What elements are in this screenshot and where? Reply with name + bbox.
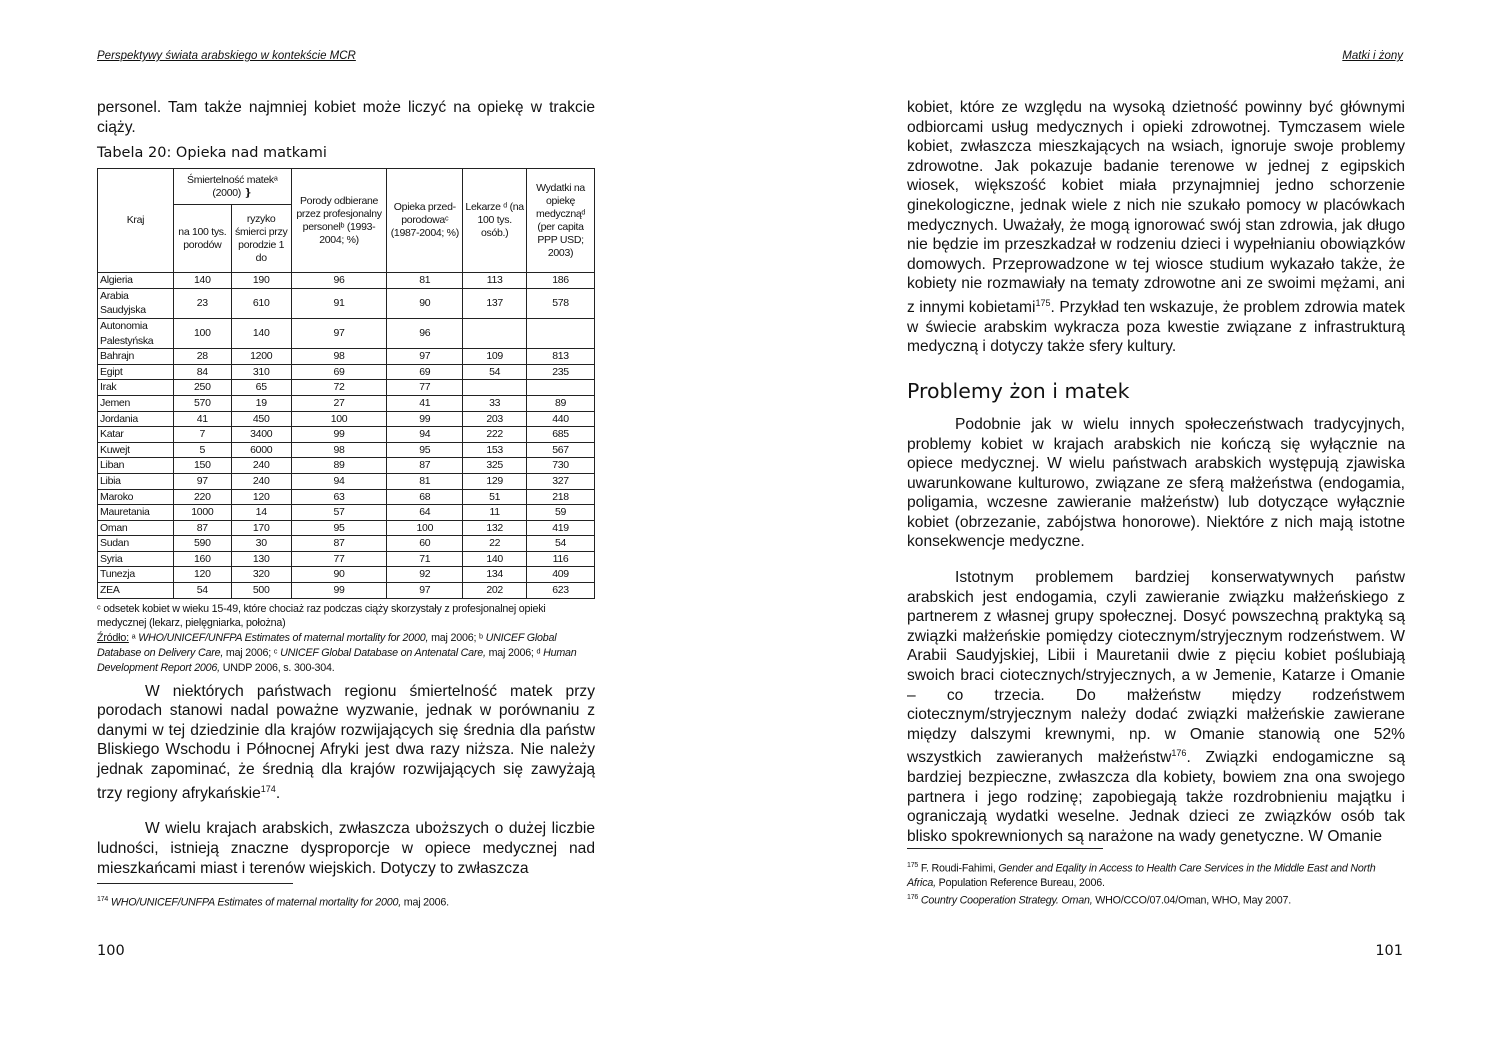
running-head-left: Perspektywy świata arabskiego w kontekście MCR: [97, 50, 356, 62]
table-cell: 91: [291, 288, 387, 318]
table-source: Źródło: ᵃ WHO/UNICEF/UNFPA Estimates of maternal mortality for 2000, maj 2006; ᵇ UNICEF Global Database on Delivery Care, maj 2006; ᶜ UNICEF Global Database on Antenatal Care, maj 2006; ᵈ Human Development Report 2006, UNDP 2006, s. 300-304.: [97, 632, 577, 674]
table-cell: 120: [173, 567, 231, 583]
col-header-prenatal: Opieka przed-porodowaᶜ (1987-2004; %): [387, 169, 463, 273]
cell-country: Katar: [98, 427, 174, 443]
table-cell: 99: [291, 427, 387, 443]
footnote-ref[interactable]: 175: [1035, 297, 1051, 308]
table-row: [98, 427, 595, 443]
table-cell: 419: [527, 520, 595, 536]
table-cell: 41: [173, 411, 231, 427]
table-cell: 567: [527, 442, 595, 458]
col-header-risk: ryzyko śmierci przy porodzie 1 do: [231, 205, 291, 273]
table-cell: 95: [291, 520, 387, 536]
col-header-births: Porody odbierane przez profesjonalny personelᵇ (1993-2004; %): [291, 169, 387, 273]
body-paragraph: kobiet, które ze względu na wysoką dzietność powinny być głównymi odbiorcami usług medycznych i opieki zdrowotnej. Tymczasem wiele kobiet, zwłaszcza mieszkających na wsiach, ignoruje swoje problemy zdrowotne. Jak pokazuje badanie terenowe w jednej z egipskich wiosek, większość kobiet miała przynajmniej jedno schorzenie ginekologiczne, jednak wiele z nich nie szukało pomocy w placówkach medycznych. Uważały, że mogą ignorować swój stan zdrowia, jak długo nie będzie im przeszkadzał w rodzeniu dzieci i wypełnianiu obowiązków domowych. Przeprowadzone w tej wiosce studium wykazało także, że kobiety nie rozmawiały na tematy zdrowotne ani ze swoimi mężami, ani z innymi kobietami$^{175}$. Przykład ten wskazuje, że problem zdrowia matek w świecie arabskim wykracza poza kwestie związane z infrastrukturą medyczną i dotyczy także sfery kultury.: [907, 99, 1405, 356]
table-cell: 33: [463, 395, 527, 411]
table-cell: 64: [387, 505, 463, 521]
table-cell: 160: [173, 551, 231, 567]
cell-country: Bahrajn: [98, 349, 174, 365]
table-cell: 97: [291, 318, 387, 348]
cell-country: Algieria: [98, 273, 174, 289]
table-cell: 203: [463, 411, 527, 427]
table-cell: 7: [173, 427, 231, 443]
table-cell: 87: [291, 536, 387, 552]
section-heading: Problemy żon i matek: [907, 378, 1130, 403]
table-row: [98, 364, 595, 380]
col-header-doctors: Lekarze ᵈ (na 100 tys. osób.): [463, 169, 527, 273]
right-page: [750, 0, 1500, 1060]
table-cell: 92: [387, 567, 463, 583]
running-head-right: Matki i żony: [1342, 50, 1403, 62]
table-row: [98, 273, 595, 289]
table-cell: 77: [291, 551, 387, 567]
cell-country: Liban: [98, 458, 174, 474]
table-cell: 150: [173, 458, 231, 474]
table-cell: 60: [387, 536, 463, 552]
source-d: Human Development Report 2006,: [97, 647, 577, 674]
table-cell: 97: [387, 349, 463, 365]
table-row: [98, 473, 595, 489]
table-row: [98, 318, 595, 348]
table-row: [98, 489, 595, 505]
table-cell: 51: [463, 489, 527, 505]
cell-country: Mauretania: [98, 505, 174, 521]
body-paragraph: Podobnie jak w wielu innych społeczeństwach tradycyjnych, problemy kobiet w krajach arabskich nie kończą się wyłącznie na opiece medycznej. W wielu państwach arabskich występują zjawiska uwarunkowane kulturowo, związane ze sferą małżeństwa (endogamia, poligamia, wczesne zawieranie małżeństw) lub dotyczące wyłącznie kobiet (obrzezanie, zabójstwa honorowe). Niektóre z nich mają istotne konsekwencje medyczne.: [907, 415, 1405, 551]
table-cell: 69: [291, 364, 387, 380]
footnote-ref[interactable]: 174: [260, 783, 276, 794]
table-cell: 11: [463, 505, 527, 521]
table-cell: 22: [463, 536, 527, 552]
body-paragraph: W wielu krajach arabskich, zwłaszcza uboższych o dużej liczbie ludności, istnieją znaczne dysproporcje w opiece medycznej nad mieszkańcami miast i terenów wiejskich. Dotyczy to zwłaszcza: [97, 820, 595, 877]
table-cell: 100: [291, 411, 387, 427]
table-row: [98, 583, 595, 599]
table-cell: 90: [291, 567, 387, 583]
table-cell: 100: [173, 318, 231, 348]
table-cell: 235: [527, 364, 595, 380]
table-cell: 570: [173, 395, 231, 411]
source-c: UNICEF Global Database on Antenatal Care,: [280, 647, 486, 660]
page-number-left: 100: [97, 943, 125, 959]
table-cell: 129: [463, 473, 527, 489]
table-row: [98, 551, 595, 567]
table-cell: 19: [231, 395, 291, 411]
table-cell: 327: [527, 473, 595, 489]
table-cell: 1000: [173, 505, 231, 521]
footnote-176: $^{176}$ Country Cooperation Strategy. Oman, WHO/CCO/07.04/Oman, WHO, May 2007.: [907, 893, 1291, 907]
source-b: UNICEF Global Database on Delivery Care,: [97, 632, 557, 660]
col-header-per100k: na 100 tys. porodów: [173, 205, 231, 273]
cell-country: Arabia Saudyjska: [98, 288, 174, 318]
table-cell: 153: [463, 442, 527, 458]
table-cell: 218: [527, 489, 595, 505]
table-cell: 89: [527, 395, 595, 411]
footnote-rule: [97, 883, 293, 884]
table-cell: 186: [527, 273, 595, 289]
table-cell: [527, 318, 595, 348]
table-cell: 685: [527, 427, 595, 443]
body-paragraph: Istotnym problemem bardziej konserwatywnych państw arabskich jest endogamia, czyli zawieranie związku małżeńskiego z partnerem z własnej grupy społecznej. Dosyć powszechną praktyką są związki małżeńskie pomiędzy ciotecznym/stryjecznym rodzeństwem. W Arabii Saudyjskiej, Libii i Mauretanii dwie z pięciu kobiet poślubiają swoich braci ciotecznych/stryjecznych, a w Jemenie, Katarze i Omanie – co trzecia. Do małżeństw między rodzeństwem ciotecznym/stryjecznym należy dodać związki małżeńskie zawierane między dalszymi krewnymi, np. w Omanie stanowią one 52% wszystkich zawieranych małżeństw$^{176}$. Związki endogamiczne są bardziej bezpieczne, zwłaszcza dla kobiety, bowiem zna ona swojego partnera i jego rodzinę; zapobiegają także rozdrobnieniu majątku i ograniczają wydatki weselne. Jednak dzieci ze związków osób tak blisko spokrewnionych są narażone na wady genetyczne. W Omanie: [907, 569, 1405, 845]
col-header-country: Kraj: [98, 169, 174, 273]
table-cell: 500: [231, 583, 291, 599]
table-cell: 77: [387, 380, 463, 396]
table-body: [98, 273, 595, 598]
cell-country: Autonomia Palestyńska: [98, 318, 174, 348]
table-cell: 137: [463, 288, 527, 318]
table-cell: 23: [173, 288, 231, 318]
table-row: [98, 411, 595, 427]
table-cell: 250: [173, 380, 231, 396]
maternal-care-table: [97, 168, 595, 598]
table-cell: 98: [291, 349, 387, 365]
table-row: [98, 288, 595, 318]
table-cell: 310: [231, 364, 291, 380]
table-row: [98, 505, 595, 521]
table-cell: 28: [173, 349, 231, 365]
footnotes-right: [907, 859, 1405, 908]
table-row: [98, 520, 595, 536]
table-cell: 320: [231, 567, 291, 583]
table-cell: 325: [463, 458, 527, 474]
footnote-ref[interactable]: 176: [1171, 748, 1187, 759]
table-cell: 89: [291, 458, 387, 474]
table-cell: 222: [463, 427, 527, 443]
cell-country: Egipt: [98, 364, 174, 380]
table-cell: 72: [291, 380, 387, 396]
cell-country: Sudan: [98, 536, 174, 552]
table-cell: 113: [463, 273, 527, 289]
table-cell: 59: [527, 505, 595, 521]
footnote-rule: [907, 848, 1103, 849]
table-cell: 623: [527, 583, 595, 599]
table-cell: 140: [463, 551, 527, 567]
table-cell: 54: [527, 536, 595, 552]
table-cell: 440: [527, 411, 595, 427]
table-cell: 63: [291, 489, 387, 505]
table-cell: 130: [231, 551, 291, 567]
table-cell: 240: [231, 458, 291, 474]
intro-paragraph: personel. Tam także najmniej kobiet może liczyć na opiekę w trakcie ciąży.: [97, 99, 595, 136]
table-cell: 99: [387, 411, 463, 427]
table-cell: 202: [463, 583, 527, 599]
table-cell: 450: [231, 411, 291, 427]
table-cell: 14: [231, 505, 291, 521]
table-cell: 97: [173, 473, 231, 489]
cell-country: Tunezja: [98, 567, 174, 583]
table-cell: 97: [387, 583, 463, 599]
note-c: ᶜ odsetek kobiet w wieku 15-49, które chociaż raz podczas ciąży skorzystały z profesjonalnej opieki medycznej (lekarz, pielęgniarka, położna): [97, 602, 546, 630]
table-row: [98, 567, 595, 583]
cell-country: Syria: [98, 551, 174, 567]
table-cell: 610: [231, 288, 291, 318]
cell-country: Maroko: [98, 489, 174, 505]
table-cell: 100: [387, 520, 463, 536]
cell-country: Jemen: [98, 395, 174, 411]
cell-country: Kuwejt: [98, 442, 174, 458]
table-cell: 170: [231, 520, 291, 536]
table-cell: 27: [291, 395, 387, 411]
table-cell: 240: [231, 473, 291, 489]
table-cell: 140: [173, 273, 231, 289]
table-cell: 87: [387, 458, 463, 474]
footnote-174: $^{174}$ WHO/UNICEF/UNFPA Estimates of maternal mortality for 2000, maj 2006.: [97, 896, 449, 909]
cell-country: Libia: [98, 473, 174, 489]
table-cell: 98: [291, 442, 387, 458]
table-cell: 69: [387, 364, 463, 380]
table-cell: 94: [291, 473, 387, 489]
cell-country: Irak: [98, 380, 174, 396]
table-cell: 54: [173, 583, 231, 599]
table-cell: 81: [387, 473, 463, 489]
table-cell: 95: [387, 442, 463, 458]
page-number-right: 101: [1375, 943, 1403, 959]
table-cell: 140: [231, 318, 291, 348]
table-cell: 99: [291, 583, 387, 599]
table-cell: [463, 380, 527, 396]
table-cell: 5: [173, 442, 231, 458]
source-a: WHO/UNICEF/UNFPA Estimates of maternal mortality for 2000,: [138, 632, 429, 645]
table-cell: 68: [387, 489, 463, 505]
cell-country: Oman: [98, 520, 174, 536]
table-cell: [463, 318, 527, 348]
table-cell: 190: [231, 273, 291, 289]
col-header-spending: Wydatki na opiekę medycznąᵈ (per capita PPP USD; 2003): [527, 169, 595, 273]
table-cell: 81: [387, 273, 463, 289]
table-row: [98, 349, 595, 365]
cell-country: Jordania: [98, 411, 174, 427]
table-cell: 65: [231, 380, 291, 396]
table-cell: 94: [387, 427, 463, 443]
table-notes: [97, 602, 595, 676]
table-cell: 220: [173, 489, 231, 505]
table-cell: 41: [387, 395, 463, 411]
table-cell: 730: [527, 458, 595, 474]
table-row: [98, 380, 595, 396]
body-paragraph: W niektórych państwach regionu śmiertelność matek przy porodach stanowi nadal poważne wyzwanie, jednak w porównaniu z danymi w tej dziedzinie dla krajów rozwijających się średnia dla państw Bliskiego Wschodu i Północnej Afryki jest dwa razy niższa. Nie należy jednak zapominać, że średnią dla krajów rozwijających się zawyżają trzy regiony afrykańskie$^{174}$.: [97, 682, 595, 802]
table-cell: 109: [463, 349, 527, 365]
table-cell: 96: [291, 273, 387, 289]
source-label: Źródło:: [97, 632, 129, 645]
right-column: [907, 98, 1405, 847]
table-row: [98, 536, 595, 552]
table-cell: 116: [527, 551, 595, 567]
table-cell: 590: [173, 536, 231, 552]
table-row: [98, 458, 595, 474]
table-row: [98, 442, 595, 458]
table-cell: 90: [387, 288, 463, 318]
table-cell: 84: [173, 364, 231, 380]
table-cell: [527, 380, 595, 396]
table-cell: 1200: [231, 349, 291, 365]
table-cell: 409: [527, 567, 595, 583]
table-caption: Tabela 20: Opieka nad matkami: [97, 145, 327, 162]
table-row: [98, 395, 595, 411]
footnote-175: $^{175}$ F. Roudi-Fahimi, Gender and Eqality in Access to Health Care Services in the Middle East and North Africa, Population Reference Bureau, 2006.: [907, 862, 1376, 890]
footnotes-left: [97, 893, 595, 910]
cell-country: ZEA: [98, 583, 174, 599]
table-cell: 813: [527, 349, 595, 365]
table-cell: 132: [463, 520, 527, 536]
table-cell: 134: [463, 567, 527, 583]
table-cell: 578: [527, 288, 595, 318]
table-cell: 71: [387, 551, 463, 567]
left-column: [97, 98, 595, 878]
table-cell: 6000: [231, 442, 291, 458]
table-cell: 96: [387, 318, 463, 348]
table-cell: 3400: [231, 427, 291, 443]
table-cell: 30: [231, 536, 291, 552]
table-cell: 54: [463, 364, 527, 380]
table-cell: 87: [173, 520, 231, 536]
col-header-mortality: Śmiertelność matekᵃ (2000) ❵: [173, 169, 291, 205]
table-cell: 57: [291, 505, 387, 521]
table-cell: 120: [231, 489, 291, 505]
